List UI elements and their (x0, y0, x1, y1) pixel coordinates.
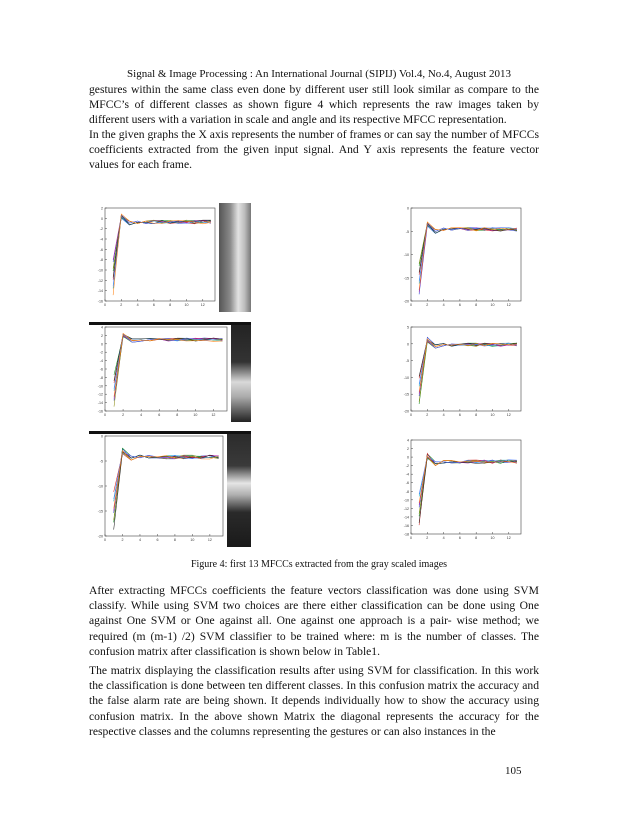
x-tick-label: 12 (506, 413, 511, 417)
mfcc-curve (419, 226, 517, 294)
mfcc-curve (419, 225, 517, 284)
mfcc-curve (419, 340, 517, 402)
y-tick-label: -10 (403, 375, 409, 380)
mfcc-curve (114, 336, 223, 383)
x-tick-label: 8 (475, 536, 478, 540)
figure-panel-top-left (89, 203, 251, 312)
plot-top-left (89, 203, 219, 312)
x-tick-label: 10 (190, 538, 195, 542)
mfcc-curve (419, 341, 517, 386)
x-tick-label: 10 (193, 413, 198, 417)
mfcc-curve (114, 453, 219, 511)
y-tick-label: 0 (101, 216, 103, 221)
y-tick-label: -16 (403, 523, 409, 528)
y-tick-label: -15 (403, 392, 409, 397)
y-tick-label: -6 (405, 481, 409, 486)
mfcc-curve (113, 214, 211, 295)
y-tick-label: -4 (99, 237, 103, 242)
x-tick-label: 2 (120, 303, 123, 307)
y-tick-label: -12 (97, 392, 103, 397)
x-tick-label: 0 (104, 303, 106, 307)
x-tick-label: 10 (490, 303, 495, 307)
x-tick-label: 6 (152, 303, 155, 307)
x-tick-label: 0 (410, 536, 412, 540)
mfcc-curve (419, 458, 517, 515)
y-tick-label: -2 (405, 464, 409, 469)
y-tick-label: -14 (97, 289, 103, 294)
mfcc-curve (113, 217, 211, 289)
x-tick-label: 8 (173, 538, 176, 542)
y-tick-label: -5 (405, 359, 409, 364)
x-tick-label: 12 (506, 303, 511, 307)
x-tick-label: 4 (136, 303, 139, 307)
figure-panel-bottom-left (89, 431, 251, 547)
plot-top-right (395, 203, 525, 312)
paragraph-4: The matrix displaying the classification results after using SVM for classification. In this work the classification is done between ten different classes. In this confusion matrix the accuracy and the false alarm rate are being shown. It depends individually how to show the accuracy using confusion matrix. In the above shown Matrix the diagonal represents the accuracy for the respective classes and the columns representing the gestures or can also instances in the (89, 664, 539, 738)
mfcc-curve (114, 336, 223, 375)
y-tick-label: -15 (97, 509, 103, 514)
x-tick-label: 4 (140, 413, 143, 417)
y-tick-label: -5 (99, 459, 103, 464)
y-tick-label: -14 (403, 515, 409, 520)
x-tick-label: 12 (211, 413, 216, 417)
y-tick-label: -5 (405, 229, 409, 234)
y-tick-label: -16 (97, 299, 103, 304)
mfcc-curve (114, 336, 223, 391)
mfcc-curve (114, 452, 219, 520)
mfcc-curve (114, 454, 219, 492)
mfcc-curve (419, 225, 517, 275)
y-tick-label: -8 (99, 375, 103, 380)
y-tick-label: -15 (403, 276, 409, 281)
x-tick-label: 8 (176, 413, 179, 417)
page-number: 105 (505, 765, 522, 777)
x-tick-label: 4 (442, 536, 445, 540)
mfcc-curve (114, 337, 223, 401)
mfcc-curve (114, 333, 223, 396)
y-tick-label: 0 (407, 455, 409, 460)
figure-caption: Figure 4: first 13 MFCCs extracted from the gray scaled images (190, 559, 448, 570)
x-tick-label: 12 (207, 538, 212, 542)
plot-middle-right (395, 322, 525, 422)
x-tick-label: 8 (169, 303, 172, 307)
y-tick-label: -20 (97, 534, 103, 539)
x-tick-label: 2 (426, 536, 429, 540)
y-tick-label: -18 (403, 532, 409, 537)
image-top-bar (89, 431, 251, 434)
y-tick-label: -6 (99, 247, 103, 252)
x-tick-label: 10 (490, 536, 495, 540)
mfcc-curve (419, 457, 517, 523)
y-tick-label: 5 (407, 325, 409, 330)
y-tick-label: 0 (407, 206, 409, 211)
x-tick-label: 2 (121, 538, 124, 542)
y-tick-label: 4 (101, 325, 103, 330)
y-tick-label: -2 (99, 350, 103, 355)
mfcc-curve (113, 218, 211, 262)
x-tick-label: 10 (184, 303, 189, 307)
x-tick-label: 4 (442, 413, 445, 417)
mfcc-curve (419, 224, 517, 292)
y-tick-label: 4 (407, 438, 409, 443)
y-tick-label: -10 (403, 498, 409, 503)
x-tick-label: 4 (138, 538, 141, 542)
x-tick-label: 8 (475, 303, 478, 307)
y-tick-label: -10 (97, 484, 103, 489)
x-tick-label: 8 (475, 413, 478, 417)
mfcc-curve (114, 453, 219, 501)
y-tick-label: -20 (403, 299, 409, 304)
y-tick-label: -4 (405, 472, 409, 477)
x-tick-label: 6 (158, 413, 161, 417)
hand-image-strip (219, 203, 251, 312)
plot-bottom-left (89, 431, 227, 547)
hand-image-strip (227, 431, 251, 547)
running-header: Signal & Image Processing : An International Journal (SIPIJ) Vol.4, No.4, August 2013 (127, 68, 511, 80)
x-tick-label: 6 (458, 413, 461, 417)
y-tick-label: 2 (407, 447, 409, 452)
y-tick-label: -10 (97, 384, 103, 389)
y-tick-label: -10 (97, 268, 103, 273)
x-tick-label: 6 (156, 538, 159, 542)
y-tick-label: -10 (403, 253, 409, 257)
hand-image-strip (231, 322, 251, 422)
mfcc-curve (419, 458, 517, 505)
mfcc-curve (113, 218, 211, 271)
y-tick-label: -20 (403, 409, 409, 414)
mfcc-curve (114, 335, 223, 407)
y-tick-label: -12 (403, 506, 409, 511)
y-tick-label: 0 (101, 342, 103, 347)
x-tick-label: 6 (458, 303, 461, 307)
mfcc-curve (113, 215, 211, 278)
mfcc-curve (114, 451, 219, 509)
y-tick-label: -14 (97, 401, 103, 406)
plot-middle-left (89, 322, 231, 422)
x-tick-label: 10 (490, 413, 495, 417)
figure-panel-middle-right (395, 322, 525, 422)
x-tick-label: 12 (506, 536, 511, 540)
mfcc-curve (113, 217, 211, 280)
x-tick-label: 4 (442, 303, 445, 307)
x-tick-label: 6 (458, 536, 461, 540)
mfcc-curve (419, 342, 517, 404)
x-tick-label: 12 (200, 303, 205, 307)
y-tick-label: -8 (405, 489, 409, 494)
y-tick-label: 0 (101, 434, 103, 439)
paragraph-3: After extracting MFCCs coefficients the feature vectors classification was done using SVM classify. While using SVM two choices are there either classification can be done using One against One SVM or One against all. One against one approach is a pair- wise method; we required (m (m-1) /2) SVM classifier to be trained where: m is the number of classes. The confusion matrix after classification is shown below in Table1. (89, 584, 539, 658)
mfcc-curve (419, 341, 517, 395)
y-tick-label: -8 (99, 258, 103, 263)
plot-bottom-right (395, 435, 525, 545)
y-tick-label: -4 (99, 359, 103, 364)
y-tick-label: -6 (99, 367, 103, 372)
figure-panel-bottom-right (395, 435, 525, 545)
mfcc-curve (114, 452, 219, 530)
mfcc-curve (113, 215, 211, 287)
mfcc-curve (114, 334, 223, 389)
mfcc-curve (114, 335, 223, 399)
mfcc-curve (114, 448, 219, 522)
paragraph-1: gestures within the same class even done by different user still look similar as compare to the MFCC’s of different classes as shown figure 4 which represents the raw images taken by different users with a variation in scale and angle and its respective MFCC representation. (89, 83, 539, 127)
y-tick-label: 0 (407, 342, 409, 347)
figure-panel-middle-left (89, 322, 251, 422)
x-tick-label: 0 (104, 413, 106, 417)
x-tick-label: 2 (122, 413, 125, 417)
y-tick-label: 2 (101, 333, 103, 338)
x-tick-label: 0 (104, 538, 106, 542)
x-tick-label: 0 (410, 413, 412, 417)
paragraph-2: In the given graphs the X axis represents the number of frames or can say the number of MFCCs coefficients extracted from the given input signal. And Y axis represents the feature vector values for each frame. (89, 128, 539, 172)
y-tick-label: -16 (97, 409, 103, 414)
y-tick-label: -12 (97, 278, 103, 283)
figure-panel-top-right (395, 203, 525, 312)
x-tick-label: 0 (410, 303, 412, 307)
y-tick-label: -2 (99, 227, 103, 232)
y-tick-label: 2 (101, 206, 103, 211)
x-tick-label: 2 (426, 303, 429, 307)
x-tick-label: 2 (426, 413, 429, 417)
image-top-bar (89, 322, 251, 325)
